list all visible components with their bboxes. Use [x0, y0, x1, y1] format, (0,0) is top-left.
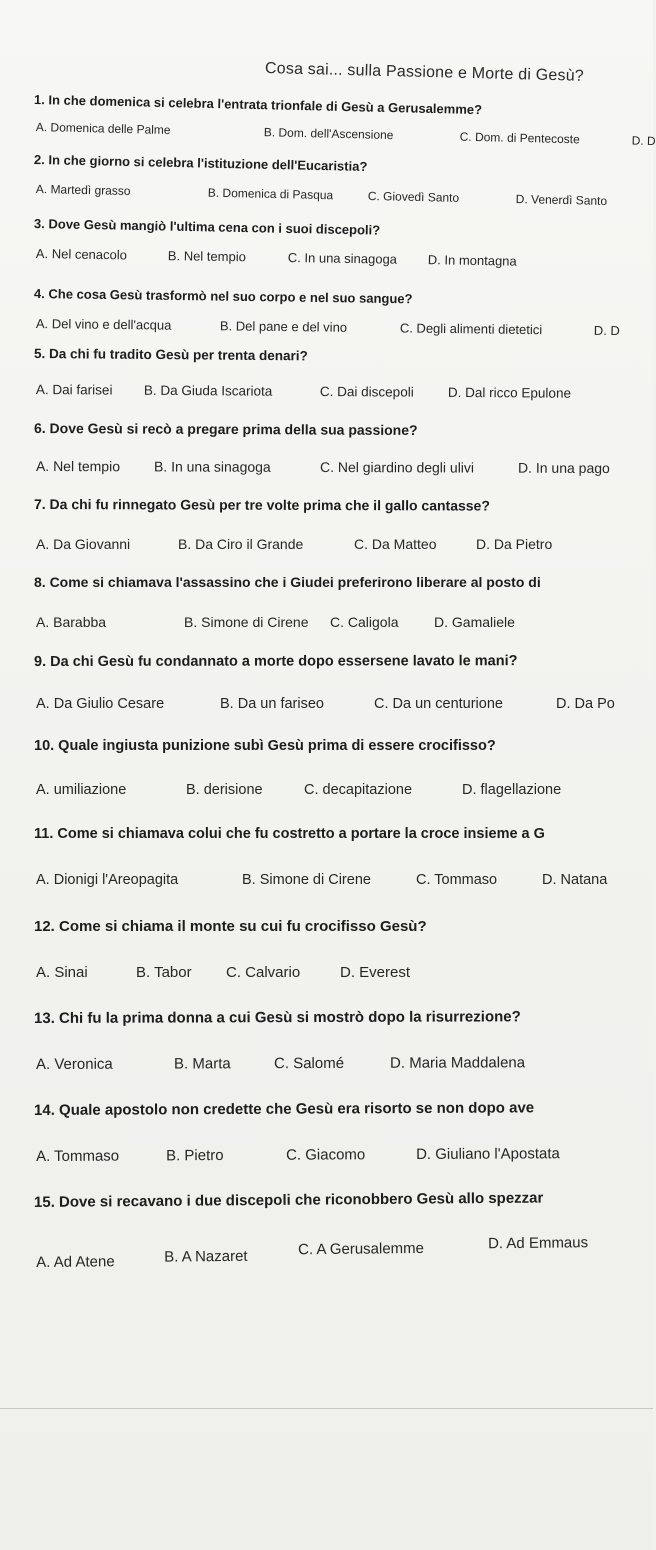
option-10d[interactable]: D. flagellazione	[462, 782, 562, 798]
option-14b[interactable]: B. Pietro	[165, 1147, 224, 1165]
option-11b[interactable]: B. Simone di Cirene	[242, 872, 371, 888]
option-5d[interactable]: D. Dal ricco Epulone	[447, 384, 572, 401]
option-3a[interactable]: A. Nel cenacolo	[35, 246, 128, 263]
option-8c[interactable]: C. Caligola	[330, 614, 399, 630]
option-8b[interactable]: B. Simone di Cirene	[184, 614, 309, 630]
option-4a[interactable]: A. Del vino e dell'acqua	[35, 316, 172, 333]
question-13: 13. Chi fu la prima donna a cui Gesù si mostrò dopo la risurrezione?	[33, 1008, 521, 1027]
option-8d[interactable]: D. Gamaliele	[434, 614, 515, 630]
question-10: 10. Quale ingiusta punizione subì Gesù prima di essere crocifisso?	[34, 738, 496, 754]
option-9c[interactable]: C. Da un centurione	[374, 696, 503, 712]
option-5b[interactable]: B. Da Giuda Iscariota	[143, 382, 273, 399]
option-11a[interactable]: A. Dionigi l'Areopagita	[36, 872, 179, 888]
option-12b[interactable]: B. Tabor	[136, 964, 192, 981]
option-12c[interactable]: C. Calvario	[226, 964, 301, 981]
question-2: 2. In che giorno si celebra l'istituzione dell'Eucaristia?	[33, 152, 368, 174]
option-10a[interactable]: A. umiliazione	[36, 782, 127, 798]
question-9: 9. Da chi Gesù fu condannato a morte dopo essersene lavato le mani?	[33, 653, 518, 670]
option-6b[interactable]: B. In una sinagoga	[153, 458, 271, 475]
option-2d[interactable]: D. Venerdì Santo	[515, 192, 608, 208]
question-5: 5. Da chi fu tradito Gesù per trenta denari?	[33, 346, 308, 364]
question-15: 15. Dove si recavano i due discepoli che riconobbero Gesù allo spezzar	[33, 1189, 544, 1211]
option-13a[interactable]: A. Veronica	[36, 1055, 113, 1073]
option-2c[interactable]: C. Giovedì Santo	[367, 188, 460, 205]
option-10c[interactable]: C. decapitazione	[304, 782, 413, 798]
question-14: 14. Quale apostolo non credette che Gesù era risorto se non dopo ave	[33, 1099, 535, 1119]
option-4b[interactable]: B. Del pane e del vino	[219, 318, 348, 335]
option-2b[interactable]: B. Domenica di Pasqua	[207, 185, 334, 203]
question-12: 12. Come si chiama il monte su cui fu crocifisso Gesù?	[34, 918, 427, 935]
question-8: 8. Come si chiamava l'assassino che i Giudei preferirono liberare al posto di	[34, 574, 541, 590]
option-4d[interactable]: D. D	[593, 322, 620, 339]
option-14c[interactable]: C. Giacomo	[285, 1146, 366, 1164]
option-9d[interactable]: D. Da Po	[556, 696, 615, 712]
option-7c[interactable]: C. Da Matteo	[354, 536, 437, 552]
option-5c[interactable]: C. Dai discepoli	[319, 383, 414, 400]
option-7b[interactable]: B. Da Ciro il Grande	[178, 536, 304, 552]
option-13c[interactable]: C. Salomé	[273, 1054, 345, 1073]
option-13d[interactable]: D. Maria Maddalena	[389, 1054, 526, 1072]
question-7: 7. Da chi fu rinnegato Gesù per tre volte prima che il gallo cantasse?	[33, 496, 490, 514]
page-divider	[0, 1408, 653, 1409]
option-13b[interactable]: B. Marta	[173, 1055, 231, 1073]
option-14d[interactable]: D. Giuliano l'Apostata	[415, 1145, 560, 1164]
option-12d[interactable]: D. Everest	[340, 964, 411, 981]
worksheet-title: Cosa sai... sulla Passione e Morte di Gesù?	[264, 60, 585, 85]
question-4: 4. Che cosa Gesù trasformò nel suo corpo e nel suo sangue?	[33, 286, 413, 307]
option-8a[interactable]: A. Barabba	[36, 614, 107, 630]
option-3c[interactable]: C. In una sinagoga	[287, 249, 398, 267]
option-1a[interactable]: A. Domenica delle Palme	[35, 120, 171, 138]
option-3d[interactable]: D. In montagna	[427, 252, 517, 269]
option-3b[interactable]: B. Nel tempio	[167, 248, 247, 265]
question-6: 6. Dove Gesù si recò a pregare prima della sua passione?	[33, 420, 418, 439]
option-1c[interactable]: C. Dom. di Pentecoste	[459, 129, 580, 147]
option-2a[interactable]: A. Martedì grasso	[35, 182, 131, 198]
question-1: 1. In che domenica si celebra l'entrata trionfale di Gesù a Gerusalemme?	[33, 92, 483, 118]
question-3: 3. Dove Gesù mangiò l'ultima cena con i suoi discepoli?	[33, 216, 381, 238]
option-7a[interactable]: A. Da Giovanni	[36, 536, 131, 552]
option-15a[interactable]: A. Ad Atene	[36, 1253, 115, 1271]
option-5a[interactable]: A. Dai farisei	[35, 382, 113, 398]
option-9b[interactable]: B. Da un fariseo	[220, 696, 324, 712]
option-15d[interactable]: D. Ad Emmaus	[487, 1234, 589, 1253]
option-9a[interactable]: A. Da Giulio Cesare	[36, 696, 165, 712]
option-11c[interactable]: C. Tommaso	[416, 872, 498, 888]
option-10b[interactable]: B. derisione	[186, 782, 263, 798]
option-4c[interactable]: C. Degli alimenti dietetici	[399, 320, 543, 338]
option-15b[interactable]: B. A Nazaret	[164, 1247, 248, 1266]
option-7d[interactable]: D. Da Pietro	[476, 536, 553, 552]
option-14a[interactable]: A. Tommaso	[36, 1147, 120, 1165]
option-15c[interactable]: C. A Gerusalemme	[298, 1239, 425, 1259]
option-6a[interactable]: A. Nel tempio	[35, 458, 121, 475]
question-11: 11. Come si chiamava colui che fu costretto a portare la croce insieme a G	[34, 826, 545, 842]
option-11d[interactable]: D. Natana	[542, 872, 608, 888]
option-1b[interactable]: B. Dom. dell'Ascensione	[263, 125, 394, 143]
option-1d[interactable]: D. D	[631, 133, 656, 149]
option-6c[interactable]: C. Nel giardino degli ulivi	[319, 458, 475, 476]
option-6d[interactable]: D. In una pago	[517, 459, 610, 477]
option-12a[interactable]: A. Sinai	[36, 964, 88, 981]
